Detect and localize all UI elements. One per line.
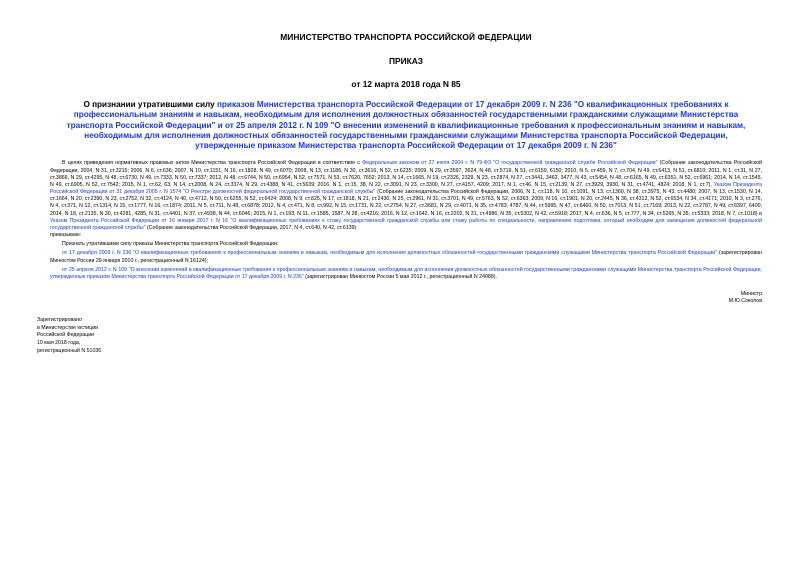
document-page — [37, 20, 762, 355]
preamble-text-2: (Собрание законодательства Российской Федерации, 2004, N 31, ст.3215; 2006, N 6, ст.636; 2007, N 10, ст.1151, N 16, ст.1828, N 49, ст.6070; 2008, N 13, ст.1186, N 30, ст.3616, N 52, ст.6235; 2009, N 29, ст.3597, 3624, N 48, ст.5719, N 51, ст.6159, 6150; 2010, N 5, ст.459, N 7, ст.704, N 49, ст.6413, N 51, ст.6810; 2011, N 1, ст.31, N 27, ст.3866, N 29, ст.4295, N 48, ст.6730, N 49, ст.7333, N 50, ст.7337; 2012, N 48, ст.6744, N 50, ст.6954, N 52, ст.7571, N 53, ст.7620, 7652; 2013, N 14, ст.1665, N 19, ст.2326, 2329, N 23, ст.2874, N 27, ст.3441, 3462, 3477, N 43, ст.5454, N 48, ст.6165, N 49, ст.6351, N 52, ст.6961; 2014, N 14, ст.1545, N 49, ст.6905, N 52, ст.7542; 2015, N 1, ст.62, 63, N 14, ст.2008, N 24, ст.3374, N 29, ст.4388, N 41, ст.5639; 2016, N 1, ст.15, 38, N 22, ст.3091, N 23, ст.3300, N 27, ст.4157, 4209; 2017, N 1, ст.46, N 15, ст.2139, N 27, ст.3929, 3930, N 31, ст.4741, 4824; 2018, N 1, ст.7), — [50, 160, 762, 188]
federal-law-link[interactable]: Федеральным законом от 27 июля 2004 г. N 79-ФЗ "О государственной гражданской службе Российской Федерации" — [362, 160, 658, 167]
document-title — [58, 100, 754, 151]
title-link[interactable]: приказов Министерства транспорта Российской Федерации от 17 декабря 2009 г. N 236 "О квалификационных требованиях к профессиональным знаниям и навыкам, необходимым для исполнения должностных обязанностей государственными гражданскими служащими Министерства транспорта Российской Федерации" и от 25 апреля 2012 г. N 109 "О внесении изменений в квалификационные требования к профессиональным знаниям и навыкам, необходимым для исполнения должностных обязанностей государственными гражданскими служащими Министерства транспорта Российской Федерации, утвержденные приказом Министерства транспорта Российской Федерации от 17 декабря 2009 г. N 236" — [66, 100, 746, 151]
paragraph-order-word: приказываю: — [50, 232, 82, 239]
paragraph-order-236 — [50, 250, 762, 264]
registration-block — [37, 317, 762, 355]
order-109-registration: (зарегистрирован Минюстом России 5 мая 2012 г., регистрационный N 24088). — [303, 273, 497, 280]
ministry-heading: МИНИСТЕРСТВО ТРАНСПОРТА РОССИЙСКОЙ ФЕДЕРАЦИИ — [280, 32, 532, 42]
decree-1574-link[interactable]: Указом Президента Российской Федерации от 31 декабря 2005 г. N 1574 "О Реестре должностей федеральной государственной гражданской службы" — [50, 181, 762, 196]
paragraph-preamble — [50, 160, 762, 232]
paragraph-declare: Признать утратившими силу приказы Министерства транспорта Российской Федерации: — [62, 241, 279, 248]
signature-name: М.Ю.Соколов — [728, 298, 762, 305]
registration-line-2: в Министерстве юстиции — [37, 324, 99, 331]
preamble-text-4: (Собрание законодательства Российской Федерации, 2017, N 4, ст.640, N 42, ст.6139) — [145, 224, 357, 231]
document-body — [50, 160, 762, 281]
paragraph-order-109 — [50, 267, 762, 281]
signature-position: Министр — [740, 290, 762, 297]
order-236-link[interactable]: от 17 декабря 2009 г. N 236 "О квалификационных требованиях к профессиональным знаниям и навыкам, необходимым для исполнения должностных обязанностей государственными гражданскими служащими Министерства транспорта Российской Федерации" — [62, 250, 718, 257]
preamble-text-1: В целях приведения нормативных правовых актов Министерства транспорта Российской Федерации в соответствие с — [62, 160, 363, 167]
registration-line-3: Российской Федерации — [37, 332, 95, 339]
registration-line-5: регистрационный N 51036 — [37, 347, 102, 354]
order-236-registration: (зарегистрирован Минюстом России 29 января 2010 г., регистрационный N 16124); — [50, 250, 762, 264]
preamble-text-3: (Собрание законодательства Российской Федерации, 2006, N 1, ст.118, N 10, ст.1091, N 13, ст.1360, N 38, ст.3975, N 43, ст.4480; 2007, N 13, ст.1530, N 14, ст.1664, N 20, ст.2390, N 23, ст.2752, N 32, ст.4124, N 40, ст.4712, N 50, ст.6255, N 52, ст.6424; 2008, N 9, ст.825, N 17, ст.1818, N 21, ст.2430, N 25, ст.2961, N 31, ст.3701, N 49, ст.5763, N 52, ст.6363; 2009, N 16, ст.1901, N 20, ст.2445, N 36, ст.4312, N 52, ст.6534, N 34, ст.4171; 2010, N 3, ст.276, N 4, ст.371, N 12, ст.1314, N 15, ст.1777, N 16, ст.1874; 2011, N 5, ст.711, N 48, ст.6878; 2012, N 4, ст.471, N 8, ст.992, N 15, ст.1731, N 22, ст.2754, N 27, ст.3681, N 29, ст.4071, N 35, ст.4783, 4787, N 44, ст.5995, N 47, ст.6460, N 50, ст.7013, N 51, ст.7169; 2013, N 22, ст.2787, N 49, ст.6397, 6400; 2014, N 18, ст.2135, N 30, ст.4281, 4285, N 31, ст.4401, N 37, ст.4938, N 44, ст.6046; 2015, N 1, ст.193, N 11, ст.1585, 1587, N 28, ст.4216; 2016, N 12, ст.1642, N 16, ст.2202, N 31, ст.4986, N 35, ст.5302, N 42, ст.5918; 2017, N 4, ст.636, N 5, ст.777, N 34, ст.5265, N 35, ст.5333; 2018, N 7, ст.1018) и — [50, 189, 762, 217]
decree-16-link[interactable]: Указом Президента Российской Федерации от 16 января 2017 г. N 16 "О квалификационных требованиях к стажу государственной гражданской службы или стажу работы по специальности, направлению подготовки, который необходим для замещения должностей федеральной государственной гражданской службы" — [50, 217, 762, 231]
registration-line-4: 10 мая 2018 года, — [37, 339, 81, 346]
signature-block — [50, 291, 762, 305]
registration-line-1: Зарегистрировано — [37, 317, 82, 324]
date-number-heading: от 12 марта 2018 года N 85 — [351, 79, 461, 89]
order-109-link[interactable]: от 25 апреля 2012 г. N 109 "О внесении изменений в квалификационные требования к профессиональным знаниям и навыкам, необходимым для исполнения должностных обязанностей государственными гражданскими служащими Министерства транспорта Российской Федерации, утвержденные приказом Министерства транспорта Российской Федерации от 17 декабря 2009 г. N 236" — [50, 266, 762, 280]
title-text: О признании утратившими силу — [83, 100, 217, 109]
doc-type-heading: ПРИКАЗ — [388, 56, 424, 66]
